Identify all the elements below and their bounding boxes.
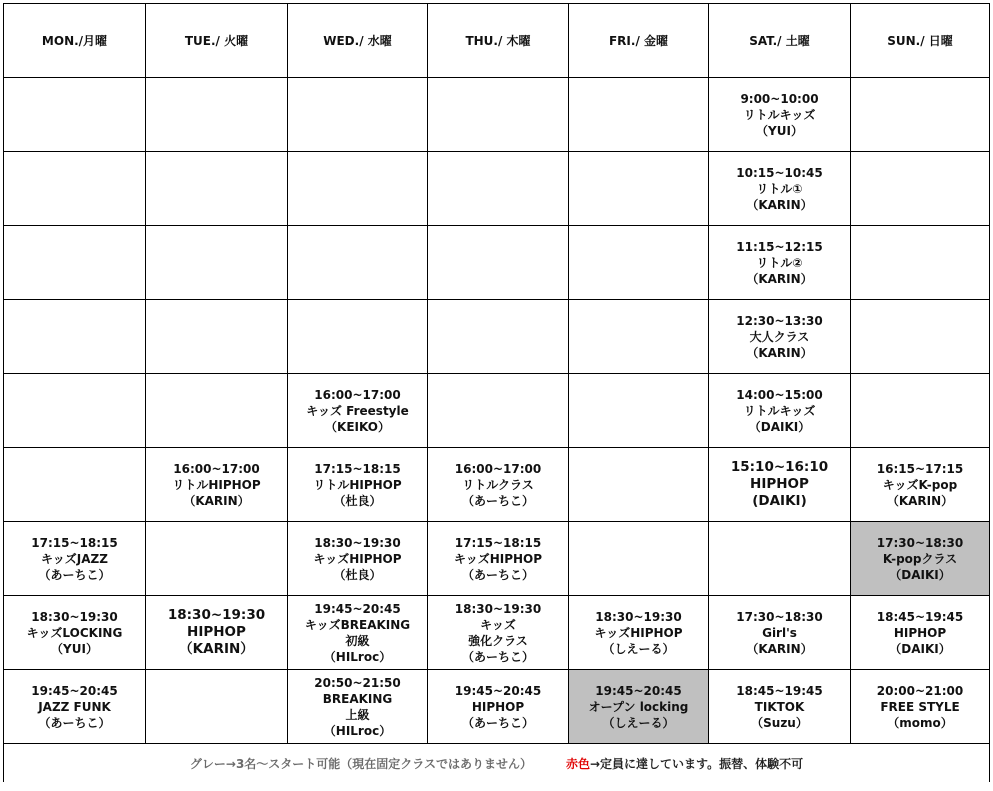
empty-cell [4,78,146,152]
class-time: 18:30~19:30 [314,535,401,550]
empty-cell [851,374,990,448]
class-time: 20:00~21:00 [876,683,964,698]
class-time: 14:00~15:00 [736,387,823,402]
class-cell [709,670,851,744]
class-instructor: （momo） [887,715,953,730]
empty-cell [4,448,146,522]
legend-row [4,744,990,783]
empty-cell [569,152,709,226]
day-header: WED./ 水曜 [288,4,428,78]
time-slot-row [4,374,990,448]
empty-cell [428,300,569,374]
class-cell [288,522,428,596]
legend-cell [4,744,990,783]
class-instructor: （KEIKO） [325,419,390,434]
class-instructor: （あーちこ） [461,567,534,582]
day-header: TUE./ 火曜 [146,4,288,78]
class-instructor: (DAIKI) [752,493,807,509]
class-instructor: （YUI） [51,641,98,656]
schedule-body [4,78,990,744]
day-header: SAT./ 土曜 [709,4,851,78]
class-name: HIPHOP [471,699,525,714]
empty-cell [569,78,709,152]
empty-cell [288,226,428,300]
class-name: FREE STYLE [880,699,960,714]
class-cell [288,670,428,744]
class-cell [709,78,851,152]
class-cell [709,152,851,226]
class-cell [288,448,428,522]
class-instructor: （KARIN） [746,271,813,286]
class-cell [851,670,990,744]
empty-cell [4,300,146,374]
class-cell [428,670,569,744]
empty-cell [4,152,146,226]
class-detail: 上級 [345,707,370,722]
class-instructor: （杜良） [333,567,382,582]
class-time: 11:15~12:15 [736,239,823,254]
class-time: 18:30~19:30 [454,601,542,616]
class-time: 17:15~18:15 [454,535,542,550]
time-slot-row [4,522,990,596]
class-name: リトルHIPHOP [172,477,261,492]
class-time: 10:15~10:45 [736,165,823,180]
class-name: キッズ Freestyle [306,403,409,418]
day-header-row [4,4,990,78]
class-time: 17:15~18:15 [314,461,401,476]
class-name: JAZZ FUNK [38,699,111,714]
time-slot-row [4,226,990,300]
time-slot-row [4,670,990,744]
class-time: 17:30~18:30 [736,609,823,624]
class-instructor: （DAIKI） [748,419,811,434]
class-name: キッズHIPHOP [453,551,543,566]
class-time: 12:30~13:30 [736,313,823,328]
class-name: リトルキッズ [743,403,816,418]
class-instructor: （HILroc） [323,649,392,664]
class-instructor: （あーちこ） [461,715,534,730]
class-time: 18:30~19:30 [167,607,266,623]
class-cell [288,374,428,448]
empty-cell [851,300,990,374]
class-instructor: （DAIKI） [889,567,951,582]
class-cell [851,596,990,670]
empty-cell [146,152,288,226]
class-time: 19:45~20:45 [595,683,682,698]
class-name: Girl's [762,625,797,640]
class-time: 19:45~20:45 [314,601,401,616]
class-cell [428,596,569,670]
class-name: HIPHOP [893,625,947,640]
empty-cell [569,522,709,596]
class-name: キッズK-pop [882,477,958,492]
class-name: HIPHOP [750,476,809,492]
empty-cell [4,226,146,300]
class-instructor: （あーちこ） [38,567,111,582]
empty-cell [569,374,709,448]
class-name: HIPHOP [187,624,246,640]
time-slot-row [4,596,990,670]
time-slot-row [4,78,990,152]
class-instructor: （KARIN） [746,345,813,360]
class-time: 15:10~16:10 [730,459,829,475]
class-cell [288,596,428,670]
time-slot-row [4,448,990,522]
class-name: キッズHIPHOP [594,625,683,640]
empty-cell [428,226,569,300]
class-instructor: （KARIN） [746,197,813,212]
empty-cell [146,78,288,152]
class-name: キッズHIPHOP [313,551,402,566]
class-instructor: （あーちこ） [38,715,111,730]
class-name: キッズJAZZ [41,551,108,566]
class-time: 19:45~20:45 [31,683,118,698]
class-name: キッズ [480,617,516,632]
class-cell [709,596,851,670]
class-cell [709,448,851,522]
empty-cell [146,670,288,744]
class-name: キッズLOCKING [26,625,123,640]
class-instructor: （YUI） [756,123,803,138]
empty-cell [146,226,288,300]
class-detail: 強化クラス [468,633,528,648]
empty-cell [288,78,428,152]
class-instructor: （Suzu） [751,715,808,730]
class-cell [428,448,569,522]
class-cell [4,596,146,670]
class-instructor: （杜良） [333,493,382,508]
class-name: リトル② [756,255,803,270]
empty-cell [4,374,146,448]
day-header: MON./月曜 [4,4,146,78]
class-instructor: （KARIN） [746,641,813,656]
day-header: SUN./ 日曜 [851,4,990,78]
class-instructor: （DAIKI） [889,641,951,656]
legend-red-word: 赤色 [565,756,590,771]
empty-cell [288,300,428,374]
empty-cell [146,300,288,374]
empty-cell [569,226,709,300]
class-cell [851,448,990,522]
class-instructor: （しえーる） [602,715,675,730]
class-time: 19:45~20:45 [454,683,542,698]
class-time: 16:00~17:00 [173,461,260,476]
class-time: 18:30~19:30 [31,609,118,624]
class-name: 大人クラス [749,329,810,344]
empty-cell [851,226,990,300]
class-time: 20:50~21:50 [314,675,401,690]
legend-red-note: →定員に達しています。振替、体験不可 [589,756,804,771]
class-detail: 初級 [345,633,370,648]
class-cell [851,522,990,596]
class-cell [709,374,851,448]
class-instructor: （KARIN） [886,493,954,508]
class-name: リトルクラス [462,477,534,492]
class-instructor: （HILroc） [323,723,392,738]
empty-cell [428,374,569,448]
empty-cell [569,300,709,374]
class-time: 16:00~17:00 [454,461,542,476]
class-name: リトルキッズ [743,107,816,122]
empty-cell [146,374,288,448]
empty-cell [569,448,709,522]
empty-cell [709,522,851,596]
empty-cell [428,152,569,226]
class-time: 16:15~17:15 [876,461,964,476]
class-time: 17:15~18:15 [31,535,118,550]
class-instructor: （あーちこ） [461,493,534,508]
time-slot-row [4,152,990,226]
class-name: K-popクラス [882,551,958,566]
class-instructor: （しえーる） [602,641,675,656]
day-header: FRI./ 金曜 [569,4,709,78]
empty-cell [428,78,569,152]
class-name: オープン locking [588,699,689,714]
empty-cell [851,78,990,152]
class-time: 16:00~17:00 [314,387,401,402]
class-cell [146,448,288,522]
class-cell [4,670,146,744]
class-time: 18:45~19:45 [736,683,823,698]
legend-gray-note: グレー→3名～スタート可能（現在固定クラスではありません） [189,756,532,771]
class-instructor: （KARIN） [183,493,250,508]
class-cell [428,522,569,596]
class-cell [146,596,288,670]
class-name: リトル① [756,181,803,196]
class-time: 18:30~19:30 [595,609,682,624]
empty-cell [288,152,428,226]
class-cell [569,670,709,744]
class-name: TIKTOK [754,699,805,714]
class-time: 9:00~10:00 [740,91,819,106]
class-time: 18:45~19:45 [876,609,964,624]
class-name: キッズBREAKING [304,617,411,632]
class-cell [709,300,851,374]
class-instructor: （KARIN） [179,641,254,657]
weekly-schedule-table [3,3,990,782]
time-slot-row [4,300,990,374]
empty-cell [851,152,990,226]
class-cell [709,226,851,300]
class-time: 17:30~18:30 [876,535,964,550]
class-cell [4,522,146,596]
class-name: BREAKING [322,691,393,706]
class-cell [569,596,709,670]
empty-cell [146,522,288,596]
day-header: THU./ 木曜 [428,4,569,78]
class-name: リトルHIPHOP [313,477,402,492]
class-instructor: （あーちこ） [461,649,534,664]
